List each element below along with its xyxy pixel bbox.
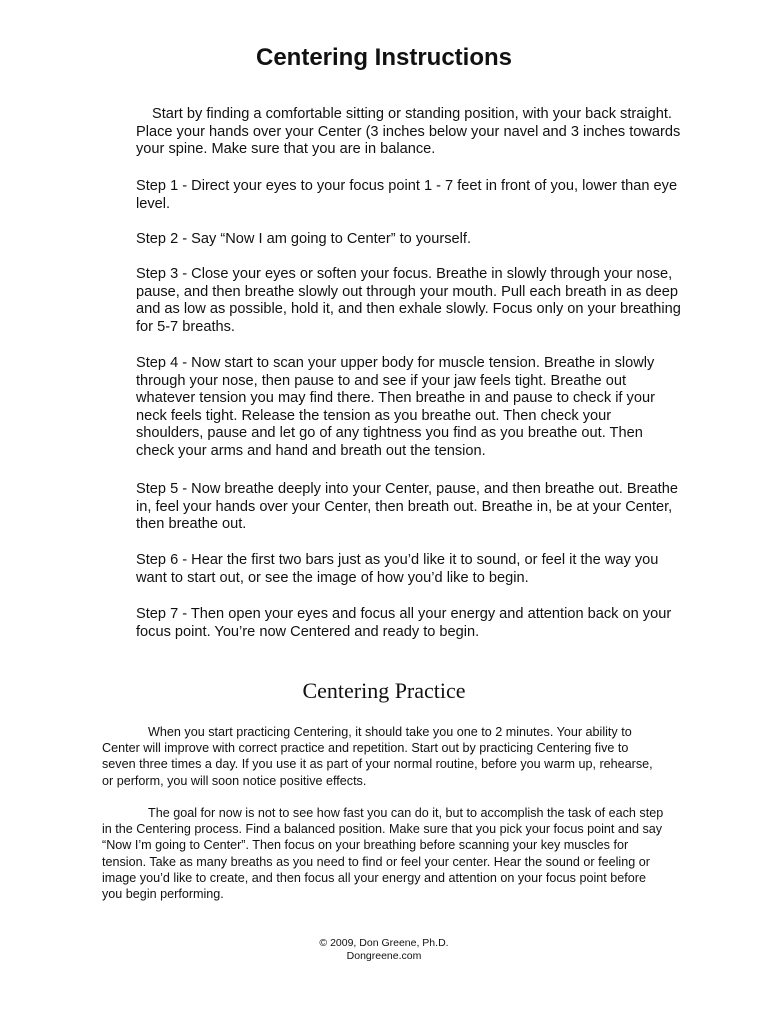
step-6: Step 6 - Hear the first two bars just as you’d like it to sound, or feel it the way you want to start out, or see the image of how you’d like to begin. (136, 552, 659, 586)
practice-title: Centering Practice (302, 678, 466, 703)
step-4: Step 4 - Now start to scan your upper body for muscle tension. Breathe in slowly through your nose, then pause to and see if your jaw feels tight. Breathe out whatever tension you may find there. Then breathe in and pause to check if your neck feels tight. Release the tension as you breathe out. Then check your shoulders, pause and let go of any tightness you find as you breathe out. Then check your arms and hand and breath out the tension. (136, 355, 655, 459)
step-1: Step 1 - Direct your eyes to your focus point 1 - 7 feet in front of you, lower than eye level. (136, 178, 678, 212)
step-3: Step 3 - Close your eyes or soften your focus. Breathe in slowly through your nose, pause, and then breathe slowly out through your mouth. Pull each breath in as deep and as low as possible, hold it, and then exhale slowly. Focus only on your breathing for 5-7 breaths. (136, 266, 681, 335)
step-7: Step 7 - Then open your eyes and focus all your energy and attention back on your focus point. You’re now Centered and ready to begin. (136, 606, 672, 640)
step-5: Step 5 - Now breathe deeply into your Center, pause, and then breathe out. Breathe in, feel your hands over your Center, then breath out. Breathe in, be at your Center, then breathe out. (136, 481, 678, 533)
page-title: Centering Instructions (255, 44, 513, 71)
intro-paragraph: Start by finding a comfortable sitting or standing position, with your back straight. Place your hands over your Center (3 inches below your navel and 3 inches towards your spine. Make sure that you are in balance. (136, 106, 681, 158)
copyright-notice: © 2009, Don Greene, Ph.D. (319, 937, 449, 949)
practice-paragraph-1: When you start practicing Centering, it should take you one to 2 minutes. Your ability to Center will improve with correct practice and repetition. Start out by practicing Centering five to seven three times a day. If you use it as part of your normal routine, before you warm up, rehearse, or perform, you will soon notice positive effects. (102, 725, 653, 788)
website-text: Dongreene.com (346, 950, 422, 962)
practice-paragraph-2: The goal for now is not to see how fast you can do it, but to accomplish the task of each step in the Centering process. Find a balanced position. Make sure that you pick your focus point and say “Now I’m going to Center”. Then focus on your breathing before scanning your key muscles for tension. Take as many breaths as you need to find or feel your center. Hear the sound or feeling or image you’d like to create, and then focus all your energy and attention on your focus point before you begin performing. (102, 806, 664, 902)
step-2: Step 2 - Say “Now I am going to Center” to yourself. (136, 231, 471, 247)
